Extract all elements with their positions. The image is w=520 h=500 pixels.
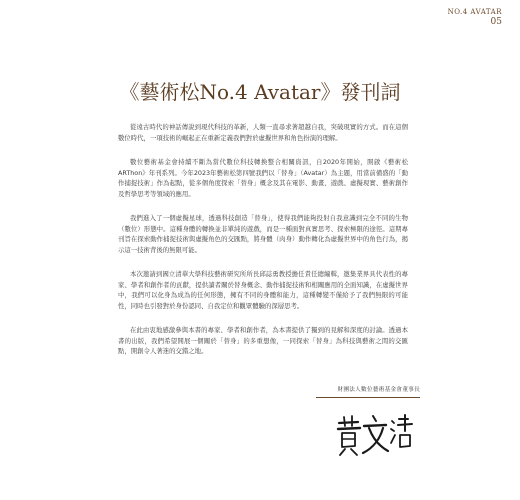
page-number: 05 bbox=[490, 17, 502, 27]
signer-title: 財團法人數位藝術基金會董事長 bbox=[337, 387, 420, 393]
running-title: NO.4 AVATAR bbox=[447, 8, 502, 16]
paragraph: 我們進入了一個虛擬星球，透過科技創造「替身」，使得我們能夠投射自我意識到完全不同的生物（數位）形態中。這種身體的轉換並非單純的遊戲，而是一種面對真實思考、探索極限的途徑。這期專刊旨在探索動作捕捉技術與虛擬角色的交匯點，將身體（肉身）動作轉化為虛擬世界中的角色行為，揭示這一技術背後的無限可能。 bbox=[118, 214, 408, 254]
paragraph: 從遠古時代的神話傳說到現代科技的革新，人類一直尋求著超越自我，突破現實的方式。而在這個數位時代，一項技術的崛起正在重新定義我們對於虛擬世界和角色扮演的理解。 bbox=[118, 123, 408, 142]
paragraph: 本次邀請到國立清華大學科技藝術研究所所長邱誌勇教授擔任責任總編輯，邀集業界具代表性的專家、學者和創作者的貢獻，提供讀者關於替身概念、動作捕捉技術和相關應用的全面知識，在虛擬世界中，我們可以化身為成為的任何形態，擁有不同的身體和能力，這種轉變不僅給予了我們無限的可能性，同時也引發對於身份認同、自我定位和觀眾體驗的深層思考。 bbox=[118, 270, 408, 310]
article-body bbox=[118, 122, 408, 371]
paragraph: 數位藝術基金會持續不斷為當代數位科技轉換整合相關資訊，自2020年開始，開啟《藝術松ARThon》年刊系列。今年2023年藝術松第四號我們以「替身」（Avatar）為主題，用當前備盛的「動作捕捉技術」作為起點，從多個角度探索「替身」概念及其在電影、動畫、遊戲、虛擬現實、藝術創作及哲學思考等領域的應用。 bbox=[118, 158, 408, 198]
handwritten-signature bbox=[336, 411, 414, 459]
page-header bbox=[448, 8, 502, 27]
paragraph: 在此由衷地感激參與本書的專家、學者和創作者，為本書提供了獨到的見解和深度的討論。透過本書的出版，我們希望開展一個關於「替身」的多重想像，一同探索「替身」為科技與藝術之間的交匯點，開創令人著迷的交錯之地。 bbox=[118, 326, 408, 355]
signature-block bbox=[300, 385, 420, 398]
article-title: 《藝術松No.4 Avatar》發刊詞 bbox=[119, 80, 401, 104]
signature-divider bbox=[316, 397, 420, 398]
